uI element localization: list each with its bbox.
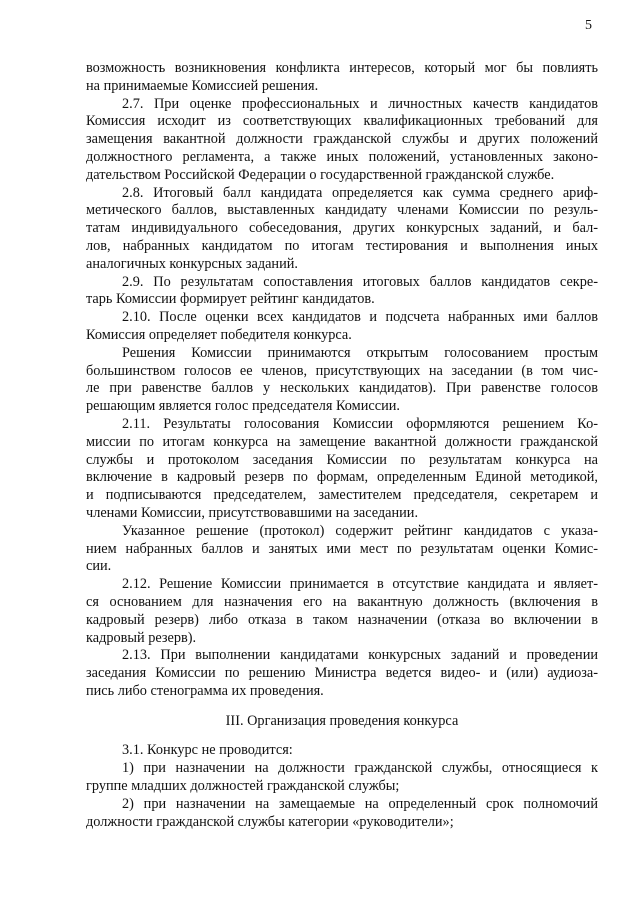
text-line: 2.8. Итоговый балл кандидата определяется как сумма среднего ариф-	[122, 184, 598, 201]
text-line: службы и протоколом заседания Комиссии по результатам конкурса на	[86, 451, 598, 468]
text-line: лов, набранных кандидатом по итогам тестирования и выполнения иных	[86, 237, 598, 254]
text-line: 2.7. При оценке профессиональных и личностных качеств кандидатов	[122, 95, 598, 112]
text-line: группе младших должностей гражданской службы;	[86, 778, 400, 795]
text-line: 2.13. При выполнении кандидатами конкурсных заданий и проведении	[122, 647, 598, 664]
text-line: включение в кадровый резерв по формам, определенным Единой методикой,	[86, 469, 598, 486]
paragraph	[86, 345, 598, 416]
paragraph	[86, 274, 598, 310]
text-line: Решения Комиссии принимаются открытым голосованием простым	[122, 344, 598, 361]
text-line: 2.9. По результатам сопоставления итоговых баллов кандидатов секре-	[122, 273, 598, 290]
paragraph	[86, 576, 598, 647]
text-line: Комиссия определяет победителя конкурса.	[86, 326, 352, 343]
text-line: 2.12. Решение Комиссии принимается в отсутствие кандидата и являет-	[122, 576, 598, 593]
text-line: кадровый резерв) либо отказа в таком назначении (отказа во включении в	[86, 611, 598, 628]
text-line: миссии по итогам конкурса на замещение вакантной должности гражданской	[86, 433, 598, 450]
document-body	[86, 60, 598, 831]
text-line: кадровый резерв).	[86, 629, 197, 646]
text-line: 1) при назначении на должности гражданской службы, относящиеся к	[122, 760, 598, 777]
paragraph-group	[86, 60, 598, 701]
paragraph	[86, 523, 598, 576]
text-line: Указанное решение (протокол) содержит рейтинг кандидатов с указа-	[122, 522, 598, 539]
text-line: нием набранных баллов и занятых ими мест по результатам оценки Комис-	[86, 540, 598, 557]
text-line: возможность возникновения конфликта интересов, который мог бы повлиять	[86, 60, 598, 76]
text-line: Комиссия исходит из соответствующих квалификационных требований для	[86, 113, 598, 130]
text-line: решающим является голос председателя Комиссии.	[86, 398, 400, 415]
text-line: сии.	[86, 558, 112, 575]
paragraph	[86, 96, 598, 185]
section-heading: III. Организация проведения конкурса	[225, 712, 459, 729]
page-number: 5	[585, 18, 592, 33]
text-line: тарь Комиссии формирует рейтинг кандидатов.	[86, 291, 375, 308]
text-line: 3.1. Конкурс не проводится:	[122, 742, 293, 759]
text-line: и подписываются председателем, заместителем председателя, секретарем и	[86, 487, 598, 504]
text-line: большинством голосов ее членов, присутствующих на заседании (в том чис-	[86, 362, 598, 379]
paragraph	[86, 309, 598, 345]
text-line: 2.11. Результаты голосования Комиссии оформляются решением Ко-	[122, 415, 598, 432]
text-line: должностного регламента, а также иных положений, установленных законо-	[86, 148, 598, 165]
text-line: заседания Комиссии по решению Министра ведется видео- и (или) аудиоза-	[86, 665, 598, 682]
section-paragraph-group	[86, 742, 598, 831]
text-line: 2.10. После оценки всех кандидатов и подсчета набранных ими баллов	[122, 309, 598, 326]
text-line: замещения вакантной должности гражданской службы и других положений	[86, 131, 598, 148]
text-line: татам индивидуального собеседования, других конкурсных заданий, и бал-	[86, 220, 598, 237]
paragraph	[86, 742, 598, 760]
text-line: метического баллов, выставленных кандидату членами Комиссии по резуль-	[86, 202, 598, 219]
text-line: на принимаемые Комиссией решения.	[86, 77, 319, 94]
paragraph	[86, 60, 598, 96]
text-line: аналогичных конкурсных заданий.	[86, 255, 298, 272]
text-line: должности гражданской службы категории «руководители»;	[86, 813, 454, 830]
text-line: ся основанием для назначения его на вакантную должность (включения в	[86, 593, 598, 610]
paragraph	[86, 796, 598, 832]
text-line: дательством Российской Федерации о государственной гражданской службе.	[86, 166, 555, 183]
paragraph	[86, 647, 598, 700]
text-line: пись либо стенограмма их проведения.	[86, 682, 324, 699]
paragraph	[86, 416, 598, 523]
text-line: ле при равенстве баллов у нескольких кандидатов). При равенстве голосов	[86, 380, 598, 397]
paragraph	[86, 760, 598, 796]
text-line: членами Комиссии, присутствовавшими на заседании.	[86, 504, 419, 521]
text-line: 2) при назначении на замещаемые на определенный срок полномочий	[122, 795, 598, 812]
paragraph	[86, 185, 598, 274]
